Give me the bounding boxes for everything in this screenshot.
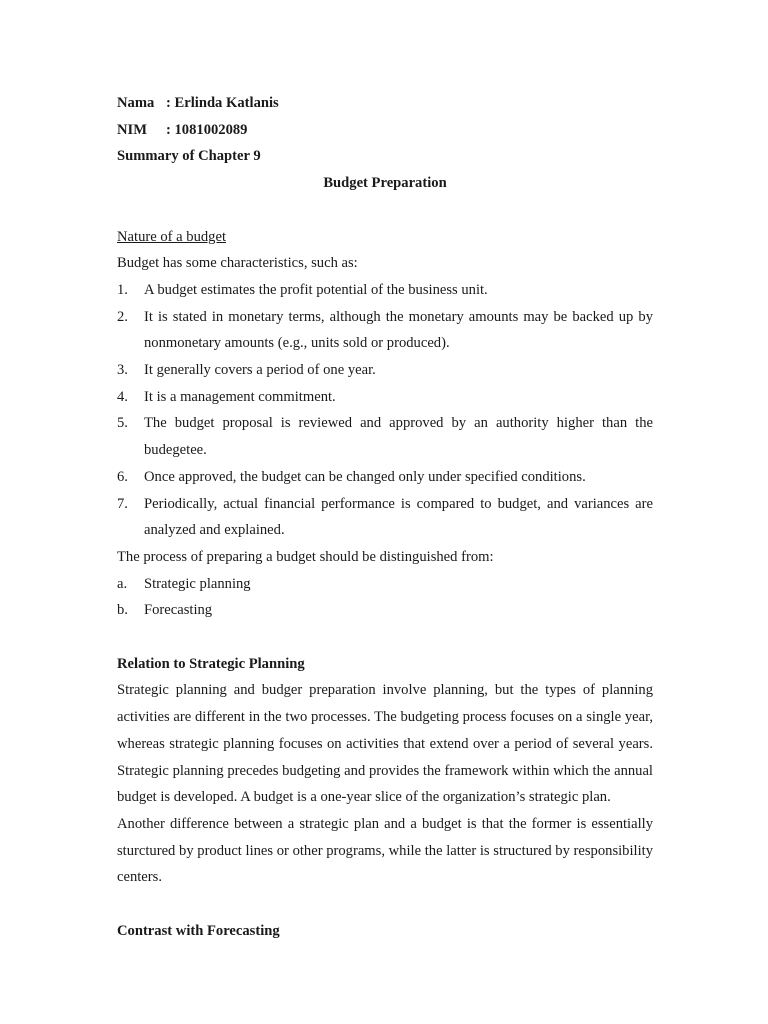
list-marker: 3.: [117, 362, 128, 379]
nim-value: : 1081002089: [166, 121, 248, 138]
list-marker: 5.: [117, 415, 128, 432]
nim-label: NIM: [117, 121, 147, 138]
list-marker: 2.: [117, 308, 128, 325]
name-value: : Erlinda Katlanis: [166, 95, 279, 111]
list-marker: a.: [117, 575, 128, 592]
distinguish-list: [117, 571, 653, 624]
summary-line: Summary of Chapter 9: [117, 148, 261, 165]
name-line: [117, 90, 653, 117]
list-item-text: The budget proposal is reviewed and approved by an authority higher than the budegetee.: [144, 415, 653, 459]
list-item-text: It is a management commitment.: [144, 388, 336, 405]
name-label: Nama: [117, 95, 155, 111]
list-item-text: It generally covers a period of one year.: [144, 362, 376, 379]
list-item: [117, 384, 653, 411]
list-marker: b.: [117, 602, 128, 619]
list-item: [117, 597, 653, 624]
list-marker: 4.: [117, 388, 128, 405]
spacer: [117, 624, 653, 651]
strategic-heading: Relation to Strategic Planning: [117, 655, 305, 672]
list-item: [117, 464, 653, 491]
list-item-text: A budget estimates the profit potential of the business unit.: [144, 281, 488, 298]
nature-heading: Nature of a budget: [117, 228, 227, 245]
list-item-text: Forecasting: [144, 602, 213, 619]
list-marker: 1.: [117, 281, 128, 298]
list-item: [117, 357, 653, 384]
spacer: [117, 891, 653, 918]
document-content: [117, 90, 653, 944]
characteristics-list: [117, 277, 653, 544]
list-item: [117, 304, 653, 357]
nim-line: [117, 117, 653, 144]
list-item-text: Periodically, actual financial performance is compared to budget, and variances are analyzed and explained.: [144, 495, 653, 539]
forecasting-heading: Contrast with Forecasting: [117, 922, 280, 939]
list-item-text: Once approved, the budget can be changed only under specified conditions.: [144, 468, 586, 485]
nature-intro: Budget has some characteristics, such as:: [117, 255, 358, 272]
strategic-paragraph-1: Strategic planning and budger preparation involve planning, but the types of planning activities are different in the two processes. The budgeting process focuses on a single year, whereas strategic planning focuses on activities that extend over a period of several years. Strategic planning precedes budgeting and provides the framework within which the annual budget is developed. A budget is a one-year slice of the organization’s strategic plan.: [117, 682, 653, 806]
list-item: [117, 571, 653, 598]
list-marker: 6.: [117, 468, 128, 485]
list-item-text: Strategic planning: [144, 575, 251, 592]
list-marker: 7.: [117, 495, 128, 512]
strategic-paragraph-2: Another difference between a strategic plan and a budget is that the former is essentially sturctured by product lines or other programs, while the latter is structured by responsibility centers.: [117, 815, 653, 886]
distinguish-intro: The process of preparing a budget should be distinguished from:: [117, 548, 494, 565]
list-item: [117, 410, 653, 463]
spacer: [117, 197, 653, 224]
list-item-text: It is stated in monetary terms, although the monetary amounts may be backed up by nonmonetary amounts (e.g., units sold or produced).: [144, 308, 653, 352]
document-title: Budget Preparation: [323, 175, 447, 192]
list-item: [117, 277, 653, 304]
list-item: [117, 491, 653, 544]
